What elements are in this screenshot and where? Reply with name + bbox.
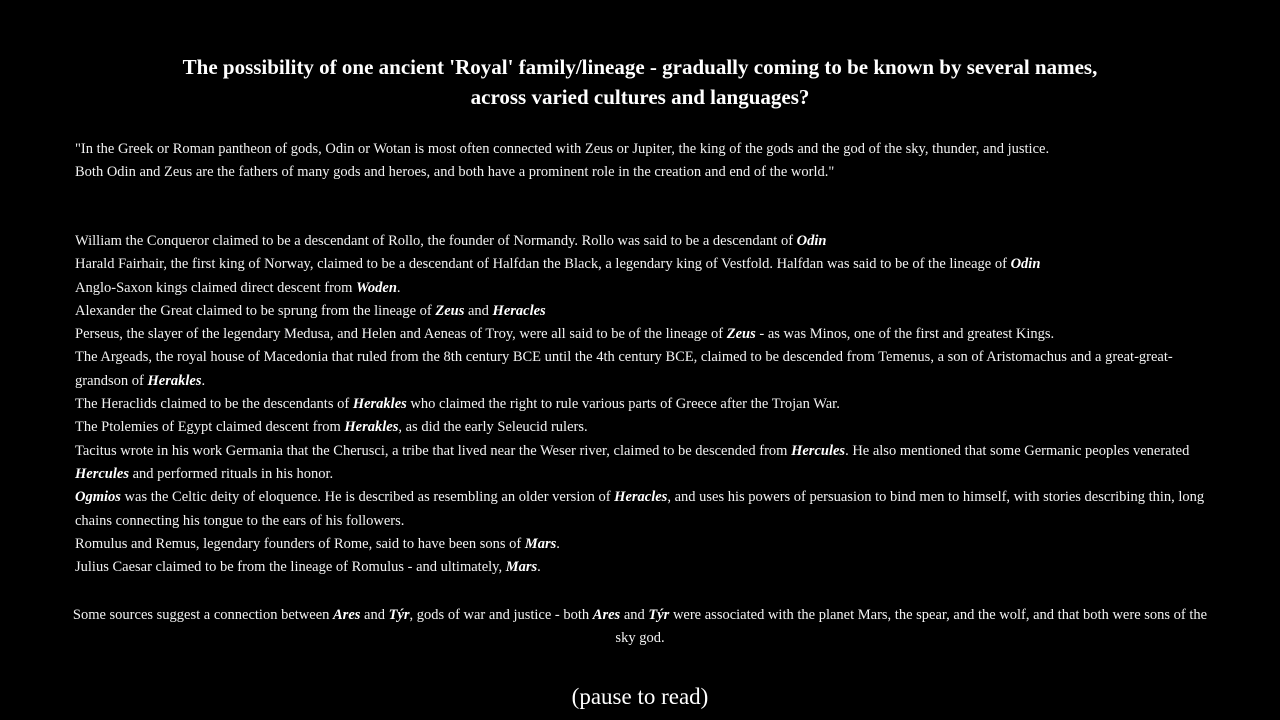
emphasized-name: Ares bbox=[592, 607, 621, 623]
pause-to-read-caption: (pause to read) bbox=[571, 684, 709, 709]
text-segment: The Ptolemies of Egypt claimed descent from bbox=[75, 419, 345, 436]
text-segment: , as did the early Seleucid rulers. bbox=[398, 419, 588, 436]
emphasized-name: Odin bbox=[796, 233, 827, 249]
emphasized-name: Ogmios bbox=[75, 489, 121, 506]
text-segment: , gods of war and justice - both bbox=[409, 607, 593, 623]
lineage-claim bbox=[75, 253, 1215, 276]
emphasized-name: Heracles bbox=[492, 302, 546, 319]
lineage-claim bbox=[75, 277, 1215, 300]
emphasized-name: Týr bbox=[648, 607, 670, 623]
emphasized-name: Herakles bbox=[344, 419, 399, 436]
text-segment: - as was Minos, one of the first and greatest Kings. bbox=[755, 326, 1055, 343]
quote-line-1: "In the Greek or Roman pantheon of gods, Odin or Wotan is most often connected with Zeus or Jupiter, the king of the gods and the god of the sky, thunder, and justice. bbox=[75, 141, 1050, 157]
text-segment: Harald Fairhair, the first king of Norway, claimed to be a descendant of Halfdan the Black, a legendary king of Vestfold. Halfdan was said to be of the lineage of bbox=[75, 256, 1011, 273]
text-segment: Romulus and Remus, legendary founders of Rome, said to have been sons of bbox=[75, 535, 525, 552]
emphasized-name: Mars bbox=[505, 559, 538, 576]
text-segment: were associated with the planet Mars, the spear, and the wolf, and that both were sons of the sky god. bbox=[615, 607, 1208, 646]
emphasized-name: Herakles bbox=[147, 372, 202, 389]
lineage-claims-list bbox=[75, 230, 1215, 579]
text-segment: . bbox=[396, 279, 401, 296]
emphasized-name: Odin bbox=[1010, 256, 1041, 273]
text-segment: and bbox=[464, 302, 493, 319]
lineage-claim bbox=[75, 486, 1215, 533]
quote-line-2: Both Odin and Zeus are the fathers of many gods and heroes, and both have a prominent role in the creation and end of the world." bbox=[75, 164, 835, 180]
text-segment: . bbox=[201, 372, 206, 389]
emphasized-name: Hercules bbox=[75, 465, 129, 482]
slide-title-line-2: across varied cultures and languages? bbox=[470, 85, 810, 109]
text-segment: Alexander the Great claimed to be sprung from the lineage of bbox=[75, 302, 436, 319]
lineage-claim bbox=[75, 323, 1215, 346]
emphasized-name: Týr bbox=[388, 607, 410, 623]
text-segment: The Heraclids claimed to be the descendants of bbox=[75, 396, 353, 413]
text-segment: and bbox=[360, 607, 389, 623]
text-segment: . bbox=[537, 559, 541, 576]
emphasized-name: Zeus bbox=[726, 326, 756, 343]
emphasized-name: Zeus bbox=[435, 302, 465, 319]
text-segment: , and uses his powers of persuasion to bind men to himself, with stories describing thin, long chains connecting his tongue to the ears of his followers. bbox=[75, 489, 1205, 529]
text-segment: was the Celtic deity of eloquence. He is described as resembling an older version of bbox=[120, 489, 615, 506]
lineage-claim bbox=[75, 533, 1215, 556]
emphasized-name: Woden bbox=[356, 279, 397, 296]
text-segment: Julius Caesar claimed to be from the lineage of Romulus - and ultimately, bbox=[75, 559, 506, 576]
emphasized-name: Hercules bbox=[791, 442, 846, 459]
text-segment: William the Conqueror claimed to be a descendant of Rollo, the founder of Normandy. Rollo was said to be a descendant of bbox=[75, 233, 797, 249]
lineage-claim bbox=[75, 440, 1215, 487]
lineage-claim bbox=[75, 346, 1215, 393]
slide-title bbox=[0, 52, 1280, 112]
text-segment: Some sources suggest a connection between bbox=[72, 607, 334, 623]
text-segment: who claimed the right to rule various parts of Greece after the Trojan War. bbox=[406, 396, 840, 413]
lineage-claim bbox=[75, 300, 1215, 323]
text-segment: and bbox=[620, 607, 649, 623]
text-segment: Tacitus wrote in his work Germania that the Cherusci, a tribe that lived near the Weser river, claimed to be descended from bbox=[75, 442, 792, 459]
text-segment: Anglo-Saxon kings claimed direct descent from bbox=[75, 279, 357, 296]
odin-zeus-quote bbox=[75, 138, 1215, 184]
emphasized-name: Mars bbox=[524, 535, 557, 552]
slide-title-line-1: The possibility of one ancient 'Royal' family/lineage - gradually coming to be known by several names, bbox=[182, 55, 1098, 79]
lineage-claim bbox=[75, 393, 1215, 416]
lineage-claim bbox=[75, 416, 1215, 439]
lineage-claim bbox=[75, 556, 1215, 579]
text-segment: . bbox=[556, 535, 560, 552]
emphasized-name: Ares bbox=[333, 607, 361, 623]
text-segment: The Argeads, the royal house of Macedonia that ruled from the 8th century BCE until the 4th century BCE, claimed to be descended from Temenus, a son of Aristomachus and a great-great-grandson of bbox=[75, 349, 1173, 389]
text-segment: and performed rituals in his honor. bbox=[128, 465, 334, 482]
lineage-claim bbox=[75, 230, 1215, 253]
text-segment: Perseus, the slayer of the legendary Medusa, and Helen and Aeneas of Troy, were all said to be of the lineage of bbox=[75, 326, 727, 343]
text-segment: . He also mentioned that some Germanic peoples venerated bbox=[845, 442, 1190, 459]
emphasized-name: Heracles bbox=[614, 489, 668, 506]
emphasized-name: Herakles bbox=[352, 396, 407, 413]
ares-tyr-paragraph bbox=[70, 604, 1210, 650]
